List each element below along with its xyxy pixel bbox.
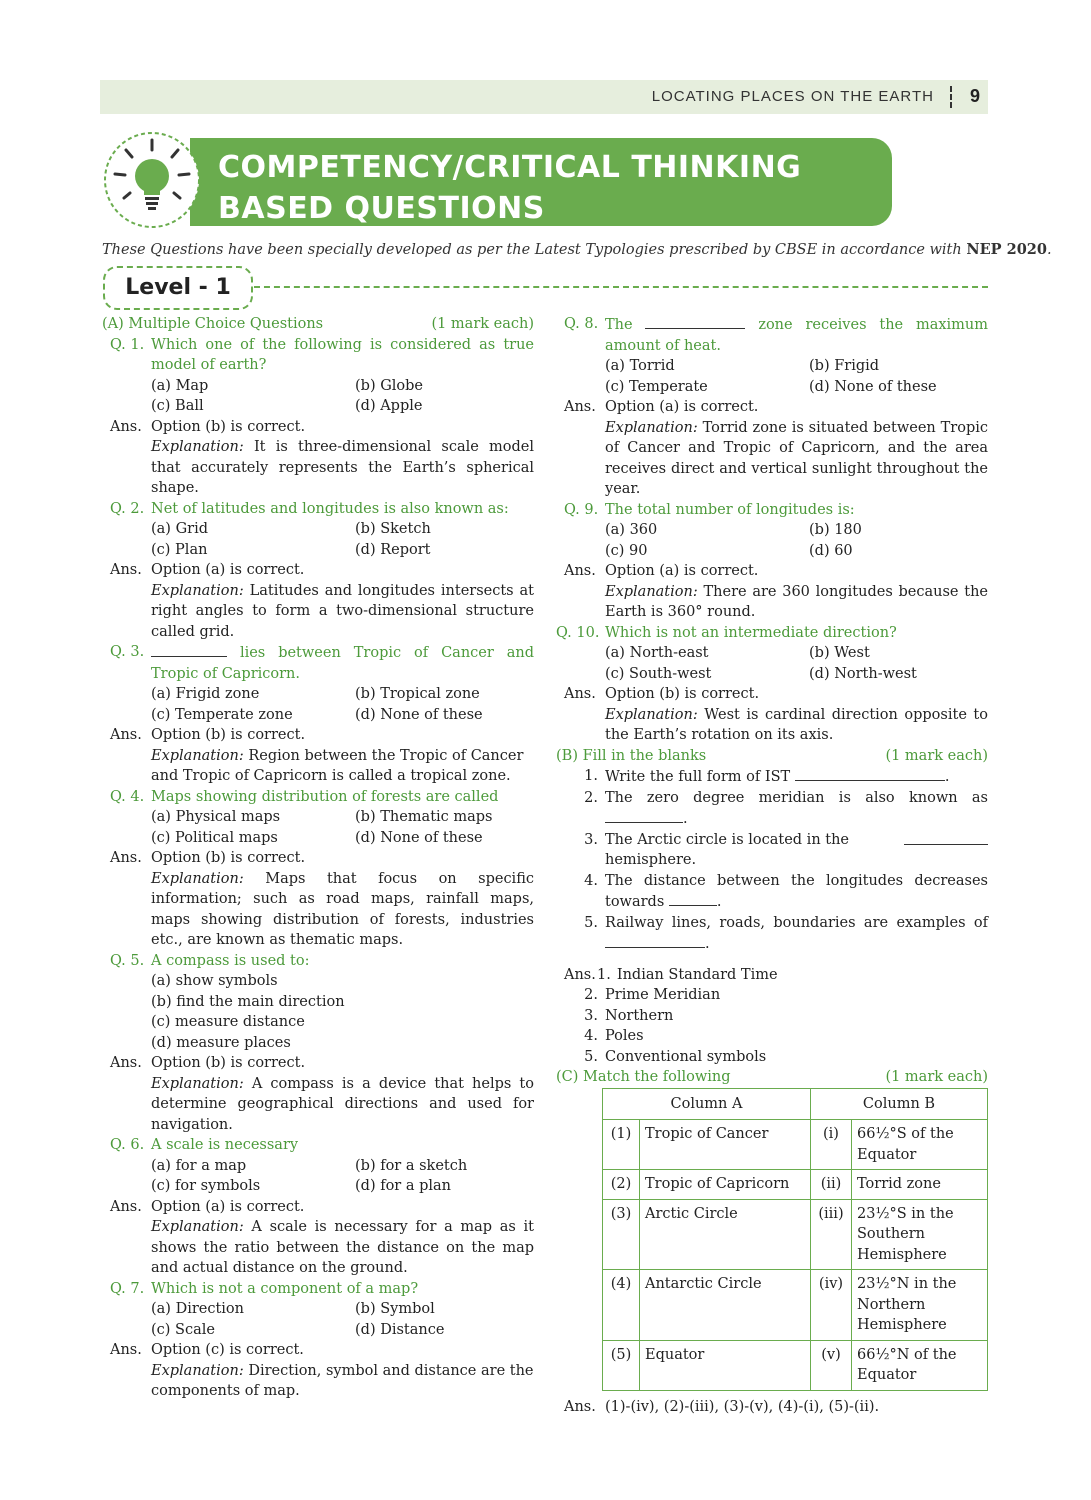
page-number: 9 xyxy=(969,86,980,106)
answer: Ans. Option (b) is correct. xyxy=(110,1055,306,1071)
answer: Ans. Option (a) is correct. xyxy=(110,562,305,578)
section-b-heading: (B) Fill in the blanks (1 mark each) xyxy=(556,747,988,764)
table-row: (4) Antarctic Circle (iv) 23½°N in the Northern Hemisphere xyxy=(603,1270,988,1341)
options: (a) Physical maps (b) Thematic maps (c) Political maps (d) None of these xyxy=(151,809,493,846)
column-b-header: Column B xyxy=(811,1088,988,1120)
match-table xyxy=(602,1088,988,1391)
answer: Ans. Option (b) is correct. xyxy=(564,686,760,702)
table-row: (3) Arctic Circle (iii) 23½°S in the Southern Hemisphere xyxy=(603,1199,988,1270)
explanation: Explanation: Torrid zone is situated between Tropic of Cancer and Tropic of Capricorn, and the area receives direct and vertical sunlight throughout the year. xyxy=(605,419,988,497)
question: Q. 4. Maps showing distribution of forests are called xyxy=(110,788,499,805)
fill-answer: 5. Conventional symbols xyxy=(584,1048,767,1065)
question: Q. 7. Which is not a component of a map? xyxy=(110,1280,419,1297)
options: (a) Grid (b) Sketch (c) Plan (d) Report xyxy=(151,521,431,558)
banner-line-2: BASED QUESTIONS xyxy=(218,191,545,226)
answer: Ans. Option (b) is correct. xyxy=(110,850,306,866)
list-item: 3. The Arctic circle is located in the hemisphere. xyxy=(556,830,988,871)
explanation: Explanation: It is three-dimensional scale model that accurately represents the Earth’s spherical shape. xyxy=(151,439,534,496)
banner-line-1: COMPETENCY/CRITICAL THINKING xyxy=(218,150,802,185)
left-column xyxy=(102,314,534,1402)
header-divider xyxy=(950,86,952,108)
explanation: Explanation: Maps that focus on specific information; such as road maps, rainfall maps, maps showing distribution of forests, industries etc., are known as thematic maps. xyxy=(151,870,534,948)
level-badge: Level - 1 xyxy=(103,266,253,310)
options: (a) show symbols (b) find the main direction (c) measure distance (d) measure places xyxy=(151,973,345,1051)
options: (a) Frigid zone (b) Tropical zone (c) Temperate zone (d) None of these xyxy=(151,686,483,723)
options: (a) Direction (b) Symbol (c) Scale (d) Distance xyxy=(151,1301,445,1338)
explanation: Explanation: Direction, symbol and distance are the components of map. xyxy=(151,1362,534,1399)
question: Q. 10. Which is not an intermediate direction? xyxy=(556,624,897,641)
match-answer: Ans. (1)-(iv), (2)-(iii), (3)-(v), (4)-(i), (5)-(ii). xyxy=(564,1398,880,1415)
question: Q. 6. A scale is necessary xyxy=(110,1137,299,1153)
table-row: (5) Equator (v) 66½°N of the Equator xyxy=(603,1340,988,1390)
list-item: 4. The distance between the longitudes decreases towards . xyxy=(584,872,988,910)
section-banner xyxy=(190,138,892,226)
options: (a) for a map (b) for a sketch (c) for symbols (d) for a plan xyxy=(151,1157,468,1194)
explanation: Explanation: Region between the Tropic of Cancer and Tropic of Capricorn is called a tropical zone. xyxy=(151,747,524,784)
options: (a) Torrid (b) Frigid (c) Temperate (d) None of these xyxy=(605,358,937,395)
explanation: Explanation: West is cardinal direction opposite to the Earth’s rotation on its axis. xyxy=(605,706,988,743)
answer: Ans. Option (b) is correct. xyxy=(110,727,306,743)
fill-answer: Ans. 1. Indian Standard Time xyxy=(564,966,778,983)
section-c-heading: (C) Match the following (1 mark each) xyxy=(556,1069,988,1085)
list-item: 5. Railway lines, roads, boundaries are examples of . xyxy=(584,914,988,952)
answer: Ans. Option (a) is correct. xyxy=(110,1198,305,1215)
section-a-heading: (A) Multiple Choice Questions (1 mark each) xyxy=(102,316,534,332)
question: Q. 3. lies between Tropic of Cancer and Tropic of Capricorn. xyxy=(110,644,535,682)
fill-answer: 4. Poles xyxy=(584,1028,644,1044)
list-item: 1. Write the full form of IST . xyxy=(584,768,950,785)
question: Q. 9. The total number of longitudes is: xyxy=(564,501,855,518)
fill-answer: 2. Prime Meridian xyxy=(584,987,721,1003)
options: (a) Map (b) Globe (c) Ball (d) Apple xyxy=(151,377,424,414)
table-row: (1) Tropic of Cancer (i) 66½°S of the Equator xyxy=(603,1120,988,1170)
fill-answer: 3. Northern xyxy=(584,1007,674,1024)
question: Q. 2. Net of latitudes and longitudes is also known as: xyxy=(110,500,509,517)
level-divider xyxy=(254,286,988,288)
answer: Ans. Option (a) is correct. xyxy=(564,399,759,415)
answer: Ans. Option (a) is correct. xyxy=(564,563,759,579)
options: (a) North-east (b) West (c) South-west (d) North-west xyxy=(605,645,917,682)
running-header xyxy=(100,80,988,114)
options: (a) 360 (b) 180 (c) 90 (d) 60 xyxy=(605,522,862,559)
column-a-header: Column A xyxy=(603,1088,811,1120)
list-item: 2. The zero degree meridian is also known as . xyxy=(584,789,988,827)
explanation: Explanation: A compass is a device that helps to determine geographical directions and used for navigation. xyxy=(151,1075,534,1133)
explanation: Explanation: Latitudes and longitudes intersects at right angles to form a two-dimensional structure called grid. xyxy=(151,582,534,640)
question: Q. 1. Which one of the following is considered as true model of earth? xyxy=(110,336,534,373)
answer: Ans. Option (b) is correct. xyxy=(110,418,306,435)
chapter-title: LOCATING PLACES ON THE EARTH xyxy=(651,88,934,105)
question: Q. 8. The zone receives the maximum amount of heat. xyxy=(564,316,989,354)
intro-note: These Questions have been specially developed as per the Latest Typologies prescribed by CBSE in accordance with NEP 2020. xyxy=(102,241,1052,258)
lightbulb-icon xyxy=(102,130,202,230)
table-row: (2) Tropic of Capricorn (ii) Torrid zone xyxy=(603,1170,988,1200)
explanation: Explanation: A scale is necessary for a map as it shows the ratio between the distance on the map and actual distance on the ground. xyxy=(151,1219,534,1276)
right-column xyxy=(556,314,988,1417)
answer: Ans. Option (c) is correct. xyxy=(110,1342,304,1358)
question: Q. 5. A compass is used to: xyxy=(110,952,310,969)
explanation: Explanation: There are 360 longitudes because the Earth is 360° round. xyxy=(605,583,988,620)
